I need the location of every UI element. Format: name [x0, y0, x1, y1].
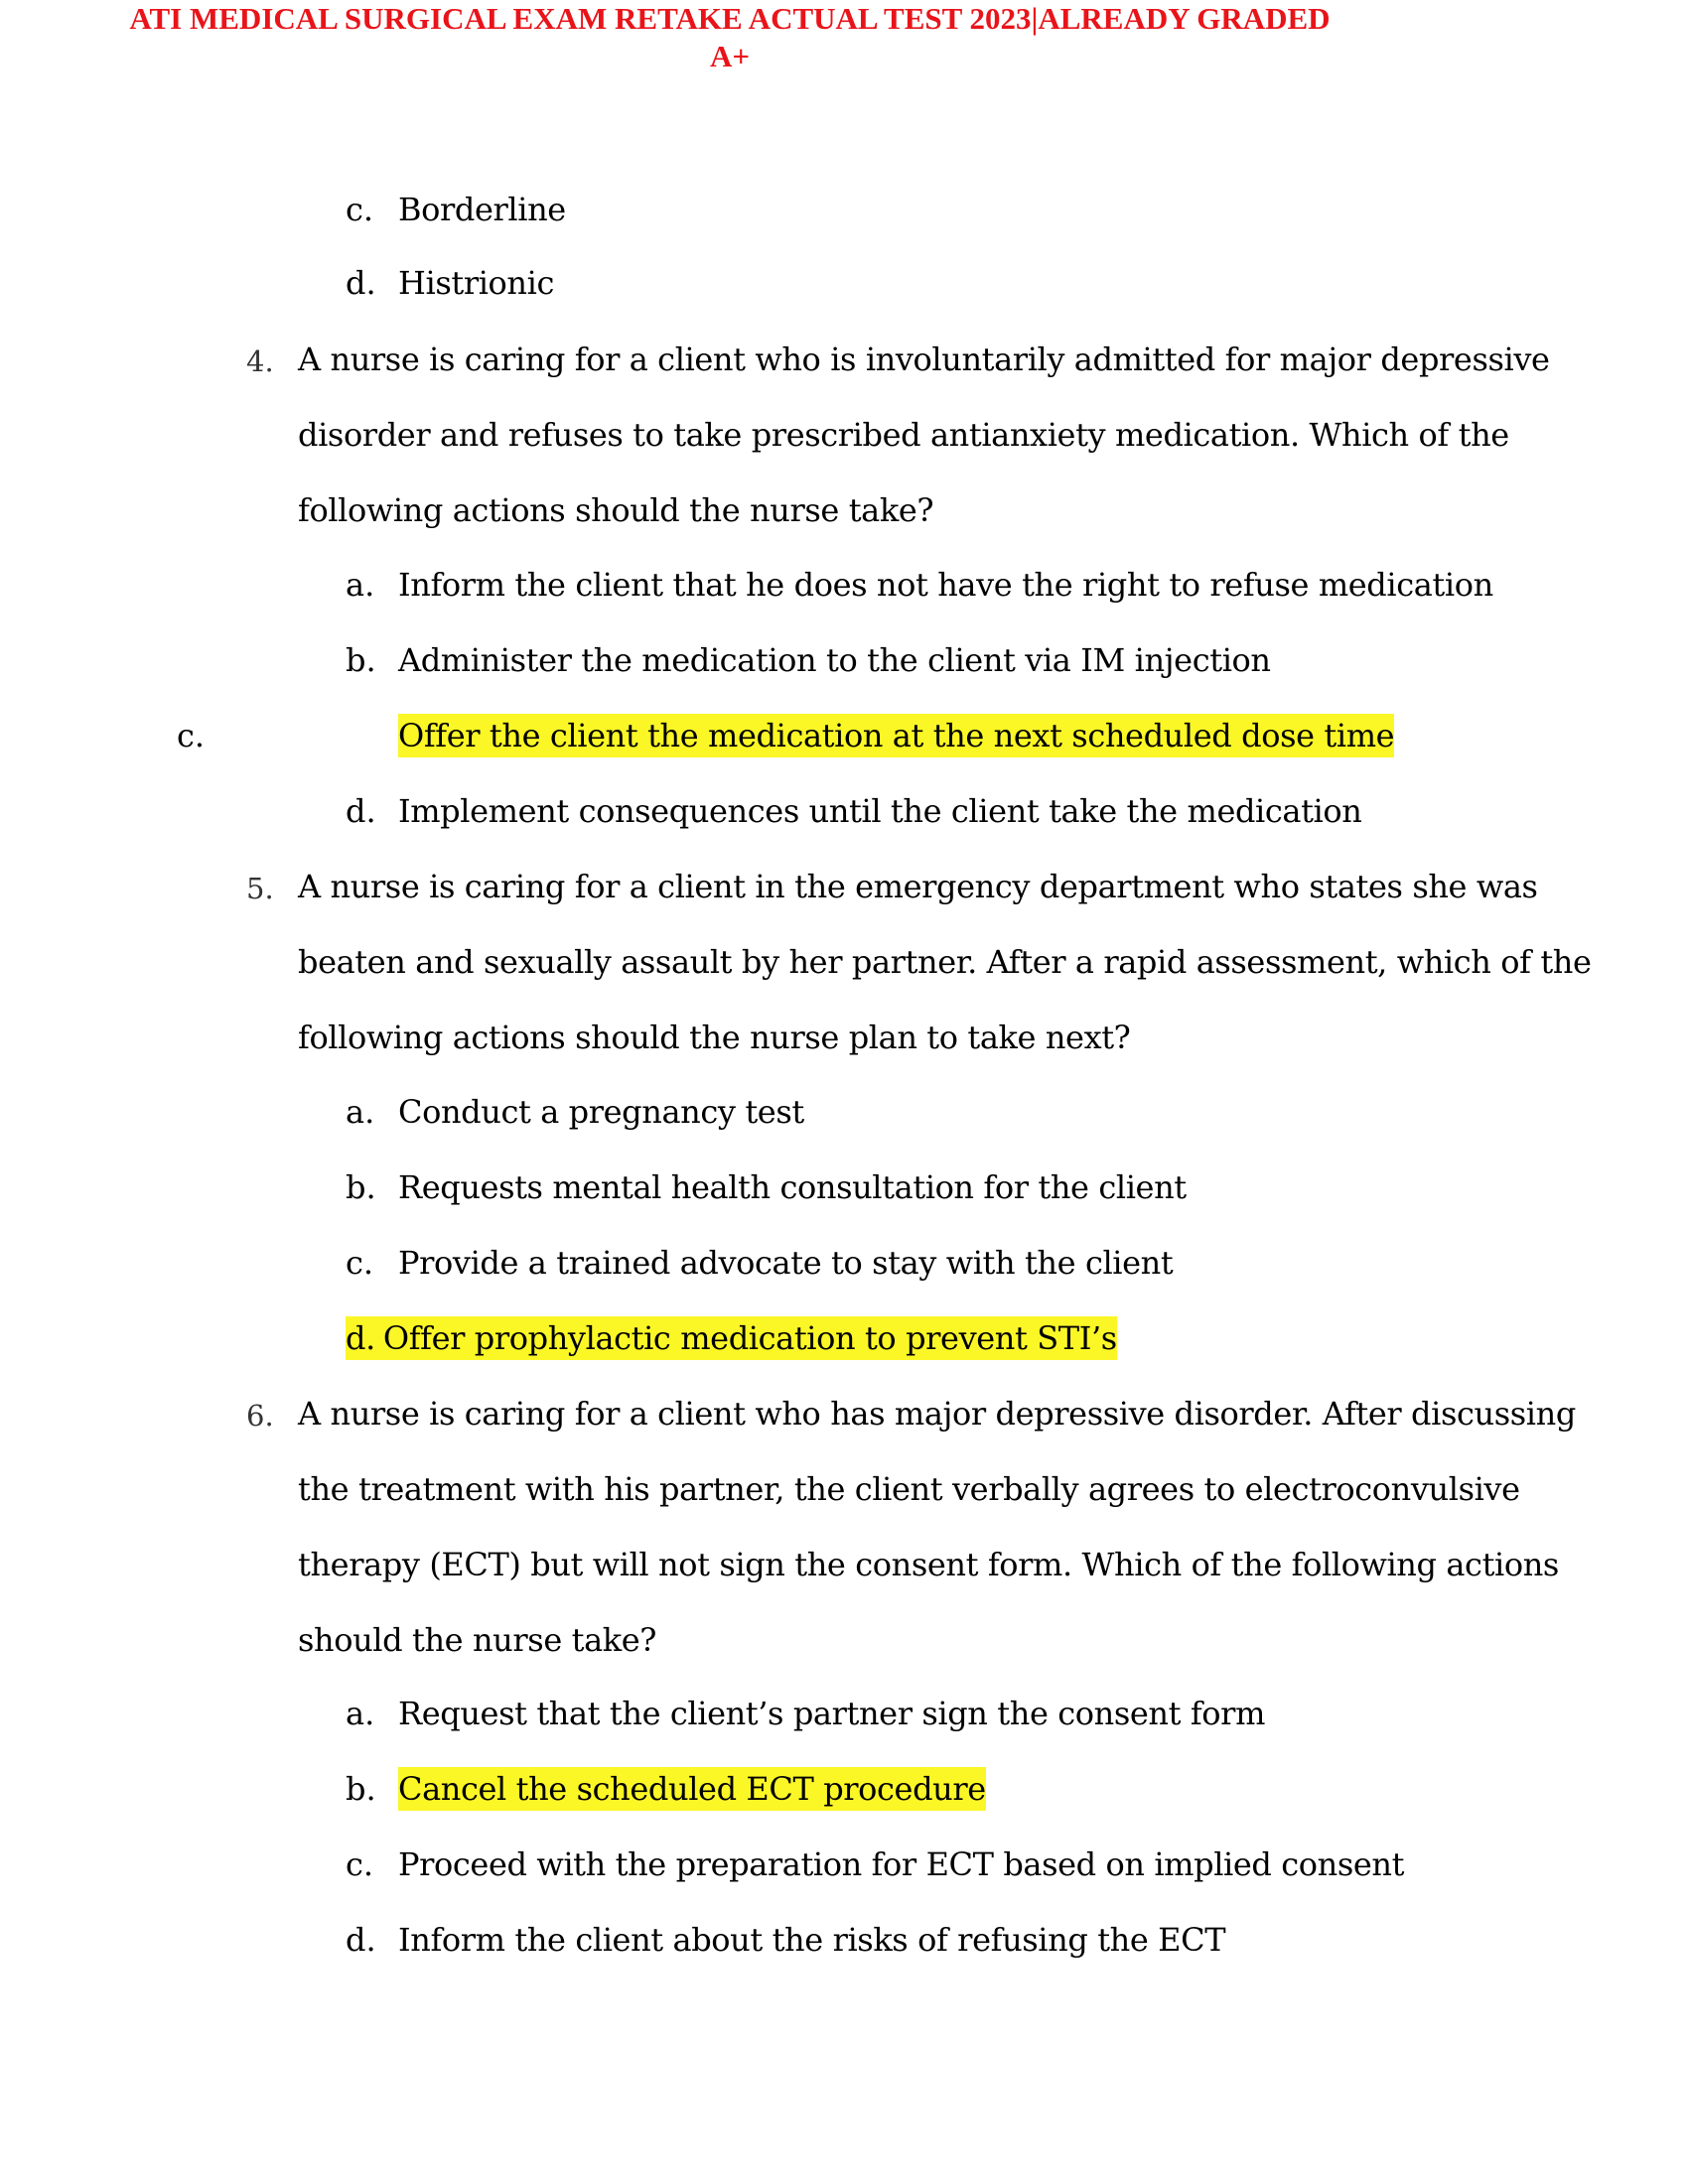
- question-number: 5.: [246, 872, 274, 905]
- option-letter: d.: [346, 264, 376, 302]
- option-text: Administer the medication to the client via IM injection: [398, 641, 1271, 679]
- question-stem-line: A nurse is caring for a client who has major depressive disorder. After discussing: [298, 1395, 1576, 1433]
- option-text: Request that the client’s partner sign the consent form: [398, 1695, 1266, 1732]
- option-text: Borderline: [398, 191, 566, 228]
- correct-answer-highlight: Cancel the scheduled ECT procedure: [398, 1767, 986, 1811]
- option-letter: d.: [346, 1319, 375, 1357]
- option-letter: c.: [346, 1244, 374, 1282]
- question-stem-line: beaten and sexually assault by her partner. After a rapid assessment, which of the: [298, 943, 1592, 981]
- option-letter: d.: [346, 792, 376, 830]
- correct-answer-highlight: [346, 1316, 1117, 1360]
- option-letter: b.: [346, 1770, 376, 1808]
- option-letter: a.: [346, 1093, 375, 1131]
- option-text: Inform the client about the risks of refusing the ECT: [398, 1921, 1226, 1959]
- correct-answer-highlight: Offer the client the medication at the next scheduled dose time: [398, 714, 1394, 757]
- question-stem-line: A nurse is caring for a client in the emergency department who states she was: [298, 868, 1538, 905]
- option-text: Offer prophylactic medication to prevent STI’s: [382, 1319, 1117, 1357]
- question-stem-line: should the nurse take?: [298, 1621, 657, 1659]
- option-letter: a.: [346, 1695, 375, 1732]
- option-letter: d.: [346, 1921, 376, 1959]
- option-letter: c.: [346, 191, 374, 228]
- question-stem-line: the treatment with his partner, the client verbally agrees to electroconvulsive: [298, 1470, 1520, 1508]
- option-text: Provide a trained advocate to stay with the client: [398, 1244, 1174, 1282]
- option-text: Histrionic: [398, 264, 554, 302]
- question-stem-line: following actions should the nurse plan to take next?: [298, 1019, 1131, 1056]
- option-text: Implement consequences until the client take the medication: [398, 792, 1362, 830]
- header-title: ATI MEDICAL SURGICAL EXAM RETAKE ACTUAL TEST 2023|ALREADY GRADED: [129, 1, 1331, 36]
- header-grade: A+: [709, 39, 751, 73]
- question-stem-line: disorder and refuses to take prescribed antianxiety medication. Which of the: [298, 416, 1509, 454]
- option-letter: a.: [346, 566, 375, 604]
- option-text: Conduct a pregnancy test: [398, 1093, 804, 1131]
- question-number: 4.: [246, 344, 274, 378]
- option-text: Requests mental health consultation for the client: [398, 1168, 1187, 1206]
- option-letter: c.: [177, 717, 206, 754]
- question-number: 6.: [246, 1399, 274, 1433]
- option-letter: b.: [346, 1168, 376, 1206]
- option-letter: b.: [346, 641, 376, 679]
- option-text: Inform the client that he does not have the right to refuse medication: [398, 566, 1493, 604]
- option-letter: c.: [346, 1845, 374, 1883]
- question-stem-line: A nurse is caring for a client who is involuntarily admitted for major depressive: [298, 341, 1550, 378]
- question-stem-line: following actions should the nurse take?: [298, 491, 934, 529]
- question-stem-line: therapy (ECT) but will not sign the consent form. Which of the following actions: [298, 1546, 1559, 1583]
- document-header: [0, 0, 1460, 75]
- option-text: Proceed with the preparation for ECT based on implied consent: [398, 1845, 1405, 1883]
